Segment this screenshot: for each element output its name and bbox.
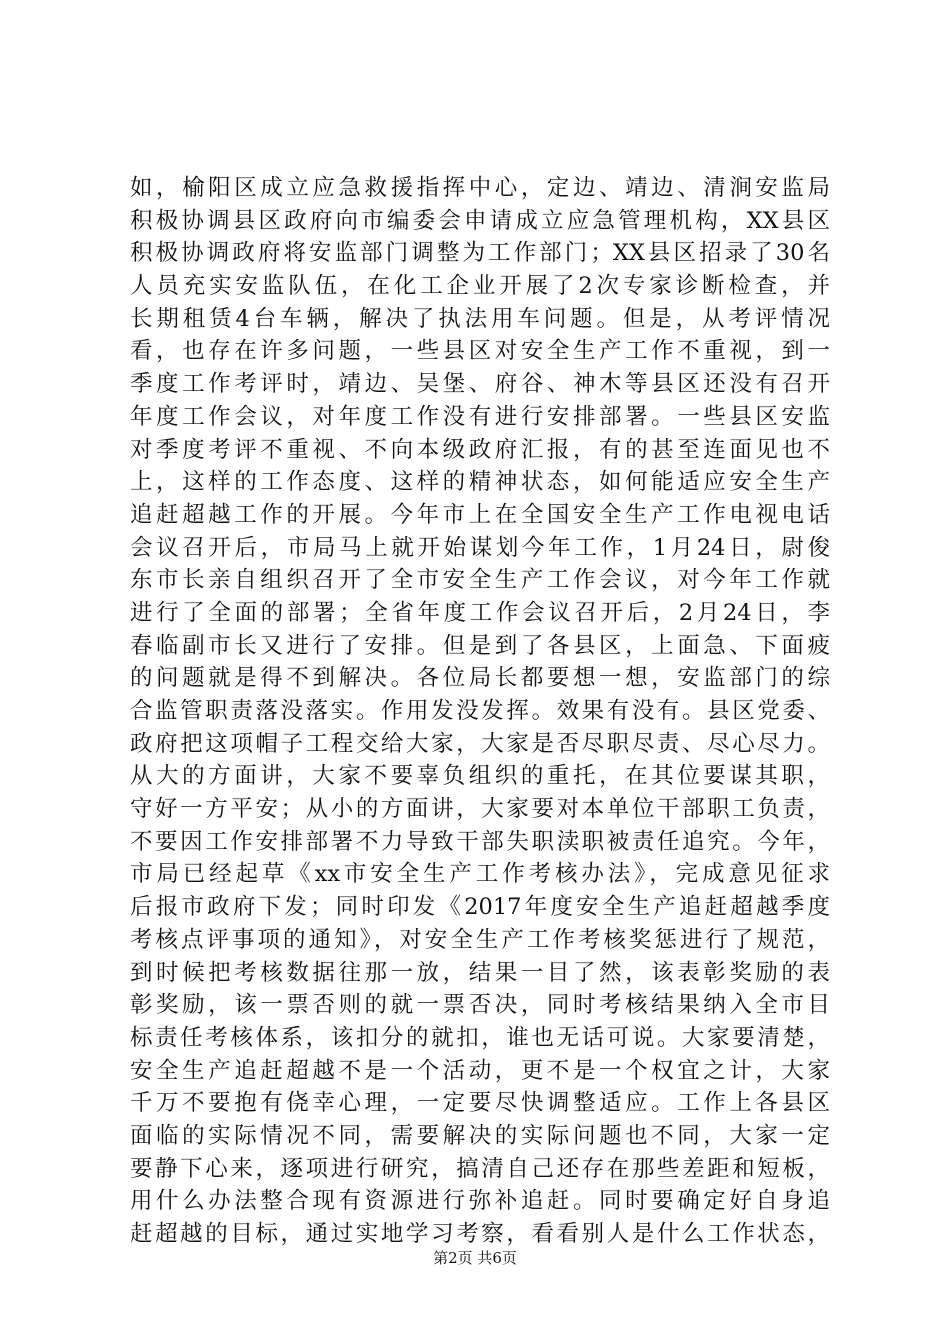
text-line: 季度工作考评时，靖边、吴堡、府谷、神木等县区还没有召开: [130, 371, 830, 398]
text-line: 市局已经起草《xx市安全生产工作考核办法》，完成意见征求: [130, 861, 830, 888]
text-line: 到时候把考核数据往那一放，结果一目了然，该表彰奖励的表: [130, 959, 830, 986]
text-line: 用什么办法整合现有资源进行弥补追赶。同时要确定好自身追: [130, 1188, 830, 1215]
text-line: 合监管职责落没落实。作用发没发挥。效果有没有。县区党委、: [130, 698, 830, 724]
text-line: 对季度考评不重视、不向本级政府汇报，有的甚至连面见也不: [130, 436, 830, 463]
text-line: 要静下心来，逐项进行研究，搞清自己还存在那些差距和短板，: [130, 1155, 830, 1182]
text-line: 从大的方面讲，大家不要辜负组织的重托，在其位要谋其职，: [130, 763, 830, 790]
document-body: [130, 172, 830, 1251]
text-line: 千万不要抱有侥幸心理，一定要尽快调整适应。工作上各县区: [130, 1090, 830, 1117]
text-line: 长期租赁4台车辆，解决了执法用车问题。但是，从考评情况: [130, 305, 830, 332]
text-line: 年度工作会议，对年度工作没有进行安排部署。一些县区安监: [130, 403, 830, 430]
text-line: 赶超越的目标，通过实地学习考察，看看别人是什么工作状态，: [130, 1221, 830, 1247]
text-line: 积极协调政府将安监部门调整为工作部门；XX县区招录了30名: [130, 240, 830, 267]
text-line: 政府把这项帽子工程交给大家，大家是否尽职尽责、尽心尽力。: [130, 730, 830, 757]
text-line: 后报市政府下发；同时印发《2017年度安全生产追赶超越季度: [130, 894, 830, 921]
text-line: 标责任考核体系，该扣分的就扣，谁也无话可说。大家要清楚，: [130, 1024, 830, 1051]
text-line: 人员充实安监队伍，在化工企业开展了2次专家诊断检查，并: [130, 273, 830, 300]
text-line: 上，这样的工作态度、这样的精神状态，如何能适应安全生产: [130, 469, 830, 496]
text-line: 的问题就是得不到解决。各位局长都要想一想，安监部门的综: [130, 665, 830, 692]
text-line: 会议召开后，市局马上就开始谋划今年工作，1月24日，尉俊: [130, 534, 830, 561]
text-line: 面临的实际情况不同，需要解决的实际问题也不同，大家一定: [130, 1122, 830, 1149]
page-number-footer: 第2页 共6页: [433, 1249, 517, 1267]
text-line: 考核点评事项的通知》，对安全生产工作考核奖惩进行了规范，: [130, 926, 830, 953]
text-line: 不要因工作安排部署不力导致干部失职渎职被责任追究。今年，: [130, 828, 830, 855]
text-line: 如，榆阳区成立应急救援指挥中心，定边、靖边、清涧安监局: [130, 175, 830, 201]
text-line: 春临副市长又进行了安排。但是到了各县区，上面急、下面疲: [130, 632, 830, 659]
text-line: 东市长亲自组织召开了全市安全生产工作会议，对今年工作就: [130, 567, 830, 594]
text-line: 看，也存在许多问题，一些县区对安全生产工作不重视，到一: [130, 338, 830, 365]
text-line: 守好一方平安；从小的方面讲，大家要对本单位干部职工负责，: [130, 796, 830, 823]
text-line: 彰奖励，该一票否则的就一票否决，同时考核结果纳入全市目: [130, 992, 830, 1019]
text-line: 安全生产追赶超越不是一个活动，更不是一个权宜之计，大家: [130, 1057, 830, 1084]
text-line: 积极协调县区政府向市编委会申请成立应急管理机构，XX县区: [130, 207, 830, 234]
text-line: 追赶超越工作的开展。今年市上在全国安全生产工作电视电话: [130, 501, 830, 528]
text-line: 进行了全面的部署；全省年度工作会议召开后，2月24日，李: [130, 599, 830, 626]
